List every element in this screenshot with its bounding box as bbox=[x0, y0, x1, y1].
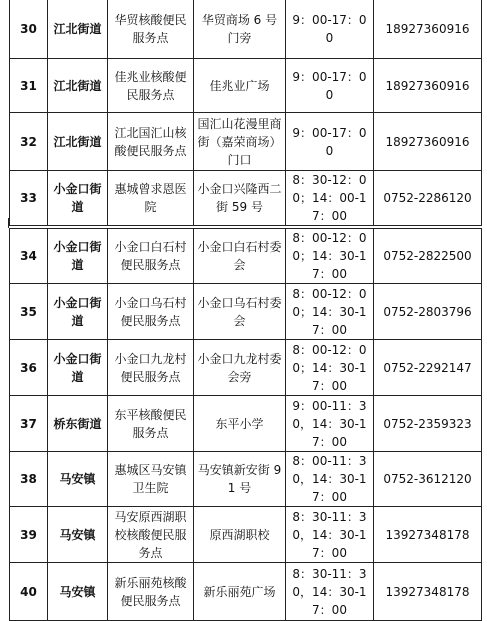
phone-cell: 0752-2292147 bbox=[374, 340, 482, 396]
address-cell: 小金口乌石村委会 bbox=[194, 284, 286, 340]
site-name-cell: 江北国汇山核酸便民服务点 bbox=[108, 113, 194, 171]
row-number: 30 bbox=[10, 0, 48, 59]
site-name-cell: 小金口白石村便民服务点 bbox=[108, 229, 194, 284]
street-cell: 桥东街道 bbox=[48, 396, 108, 452]
site-name-cell: 小金口九龙村便民服务点 bbox=[108, 340, 194, 396]
phone-cell: 18927360916 bbox=[374, 113, 482, 171]
address-cell: 原西湖职校 bbox=[194, 507, 286, 563]
row-number: 36 bbox=[10, 340, 48, 396]
testing-sites-table-part-1 bbox=[9, 0, 482, 226]
hours-cell: 8：00-11：30，14：30-17：00 bbox=[286, 452, 374, 507]
address-cell: 华贸商场 6 号门旁 bbox=[194, 0, 286, 59]
table-row bbox=[10, 113, 482, 171]
site-name-cell: 马安原西湖职校核酸便民服务点 bbox=[108, 507, 194, 563]
hours-cell: 9：00-11：30，14：30-17：00 bbox=[286, 396, 374, 452]
street-cell: 江北街道 bbox=[48, 59, 108, 113]
site-name-cell: 新乐丽苑核酸便民服务点 bbox=[108, 563, 194, 621]
street-cell: 马安镇 bbox=[48, 452, 108, 507]
street-cell: 马安镇 bbox=[48, 507, 108, 563]
table-row bbox=[10, 396, 482, 452]
phone-cell: 0752-2286120 bbox=[374, 171, 482, 226]
row-number: 38 bbox=[10, 452, 48, 507]
table-row bbox=[10, 171, 482, 226]
address-cell: 小金口白石村委会 bbox=[194, 229, 286, 284]
site-name-cell: 佳兆业核酸便民服务点 bbox=[108, 59, 194, 113]
hours-cell: 8：00-12：00；14：30-17：00 bbox=[286, 340, 374, 396]
row-number: 31 bbox=[10, 59, 48, 113]
row-number: 39 bbox=[10, 507, 48, 563]
hours-cell: 8：30-11：30，14：30-17：00 bbox=[286, 563, 374, 621]
address-cell: 东平小学 bbox=[194, 396, 286, 452]
hours-cell: 8：30-12：00；14：00-17：00 bbox=[286, 171, 374, 226]
street-cell: 马安镇 bbox=[48, 563, 108, 621]
table-row bbox=[10, 0, 482, 59]
hours-cell: 9：00-17：00 bbox=[286, 0, 374, 59]
table-row bbox=[10, 284, 482, 340]
street-cell: 江北街道 bbox=[48, 113, 108, 171]
street-cell: 江北街道 bbox=[48, 0, 108, 59]
phone-cell: 18927360916 bbox=[374, 0, 482, 59]
phone-cell: 0752-2822500 bbox=[374, 229, 482, 284]
address-cell: 新乐丽苑广场 bbox=[194, 563, 286, 621]
site-name-cell: 华贸核酸便民服务点 bbox=[108, 0, 194, 59]
phone-cell: 13927348178 bbox=[374, 507, 482, 563]
row-number: 32 bbox=[10, 113, 48, 171]
table-row bbox=[10, 59, 482, 113]
street-cell: 小金口街道 bbox=[48, 171, 108, 226]
page-break-rule bbox=[8, 218, 9, 228]
phone-cell: 18927360916 bbox=[374, 59, 482, 113]
street-cell: 小金口街道 bbox=[48, 229, 108, 284]
address-cell: 马安镇新安街 91 号 bbox=[194, 452, 286, 507]
address-cell: 国汇山花漫里商街（嘉荣商场）门口 bbox=[194, 113, 286, 171]
street-cell: 小金口街道 bbox=[48, 284, 108, 340]
phone-cell: 0752-3612120 bbox=[374, 452, 482, 507]
address-cell: 佳兆业广场 bbox=[194, 59, 286, 113]
site-name-cell: 惠城曾求恩医院 bbox=[108, 171, 194, 226]
site-name-cell: 小金口乌石村便民服务点 bbox=[108, 284, 194, 340]
address-cell: 小金口九龙村委会旁 bbox=[194, 340, 286, 396]
row-number: 34 bbox=[10, 229, 48, 284]
table-row bbox=[10, 452, 482, 507]
site-name-cell: 惠城区马安镇卫生院 bbox=[108, 452, 194, 507]
hours-cell: 8：00-12：00；14：30-17：00 bbox=[286, 229, 374, 284]
row-number: 33 bbox=[10, 171, 48, 226]
table-row bbox=[10, 340, 482, 396]
phone-cell: 0752-2359323 bbox=[374, 396, 482, 452]
hours-cell: 9：00-17：00 bbox=[286, 59, 374, 113]
row-number: 37 bbox=[10, 396, 48, 452]
row-number: 35 bbox=[10, 284, 48, 340]
hours-cell: 9：00-17：00 bbox=[286, 113, 374, 171]
testing-sites-table-part-2 bbox=[9, 228, 482, 621]
phone-cell: 0752-2803796 bbox=[374, 284, 482, 340]
row-number: 40 bbox=[10, 563, 48, 621]
phone-cell: 13927348178 bbox=[374, 563, 482, 621]
hours-cell: 8：30-11：30，14：30-17：00 bbox=[286, 507, 374, 563]
address-cell: 小金口兴隆西二街 59 号 bbox=[194, 171, 286, 226]
table-row bbox=[10, 563, 482, 621]
table-row bbox=[10, 229, 482, 284]
table-row bbox=[10, 507, 482, 563]
hours-cell: 8：00-12：00；14：30-17：00 bbox=[286, 284, 374, 340]
street-cell: 小金口街道 bbox=[48, 340, 108, 396]
site-name-cell: 东平核酸便民服务点 bbox=[108, 396, 194, 452]
